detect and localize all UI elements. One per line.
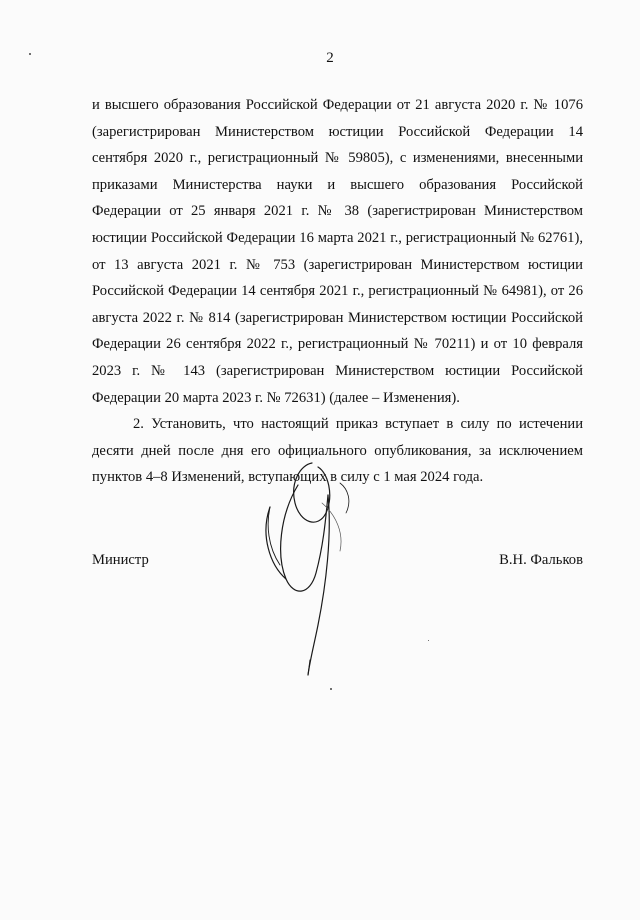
body-paragraph-item-2: 2. Установить, что настоящий приказ вступает в силу по истечении десяти дней после дня его официального опубликования, за исключением пунктов 4–8 Изменений, вступающих в силу с 1 мая 2024 года. xyxy=(92,416,583,486)
signatory-name: В.Н. Фальков xyxy=(499,552,583,568)
scan-speck xyxy=(330,688,332,690)
page-number: 2 xyxy=(326,50,334,66)
document-body xyxy=(92,92,583,491)
body-paragraph-continuation: и высшего образования Российской Федерации от 21 августа 2020 г. № 1076 (зарегистрирован Министерством юстиции Российской Федерации 14 сентября 2020 г., регистрационный № 59805), с изменениями, внесенными приказами Министерства науки и высшего образования Российской Федерации от 25 января 2021 г. № 38 (зарегистрирован Министерством юстиции Российской Федерации 16 марта 2021 г., регистрационный № 62761), от 13 августа 2021 г. № 753 (зарегистрирован Министерством юстиции Российской Федерации 14 сентября 2021 г., регистрационный № 64981), от 26 августа 2022 г. № 814 (зарегистрирован Министерством юстиции Российской Федерации 26 сентября 2022 г., регистрационный № 70211) и от 10 февраля 2023 г. № 143 (зарегистрирован Министерством юстиции Российской Федерации 20 марта 2023 г. № 72631) (далее – Изменения). xyxy=(92,97,583,406)
handwritten-signature-image xyxy=(240,455,380,680)
scan-speck xyxy=(29,53,31,55)
scan-speck xyxy=(428,640,429,641)
position-title: Министр xyxy=(92,552,149,568)
